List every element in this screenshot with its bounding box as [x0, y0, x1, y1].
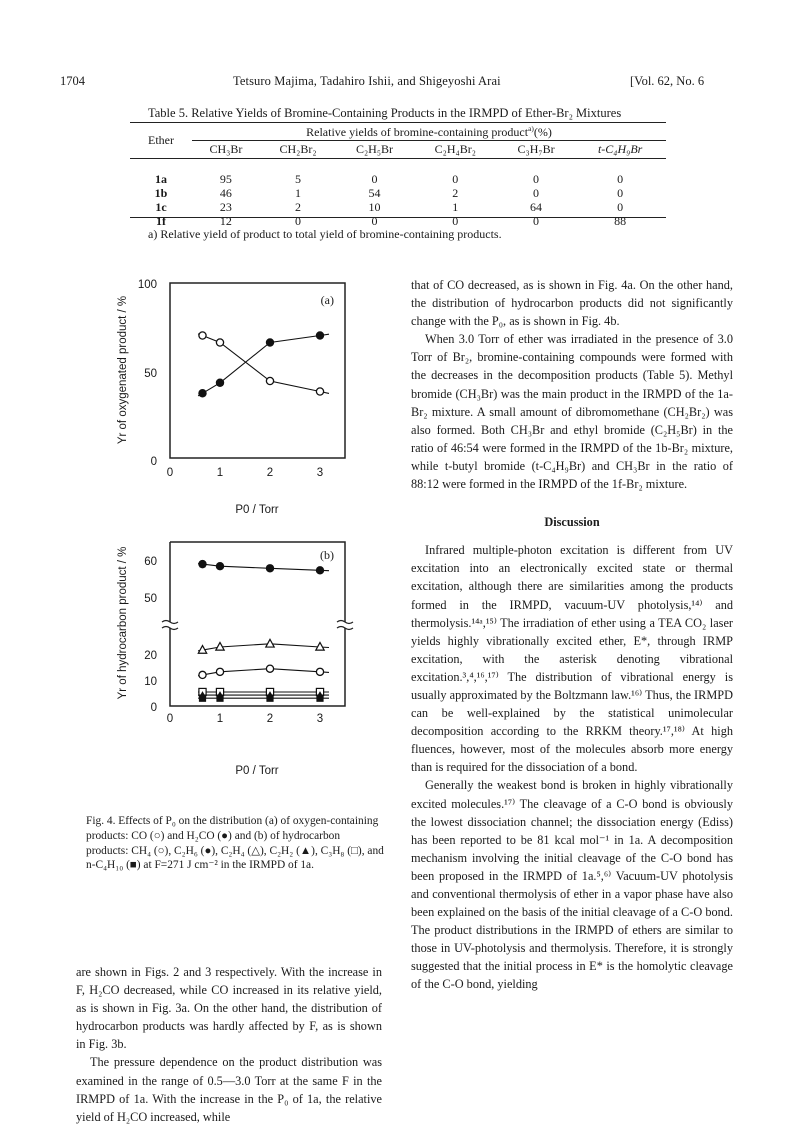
page-number: 1704: [60, 74, 85, 88]
axis-break-right: [337, 621, 353, 630]
row-header: Ether: [148, 133, 174, 147]
x-tick-label: 0: [166, 467, 174, 479]
col-header: C₂H₄Br₂: [434, 142, 476, 156]
data-point: [316, 566, 324, 574]
paragraph: Generally the weakest bond is broken in highly vibrationally excited molecules.¹⁷⁾ The cleavage of a C-O bond is obviously the lowest dissociation channel; the dissociation energy (Ediss) has been reported to be 81 kcal mol⁻¹ in 1a. A decomposition mechanism involving the initial cleavage of the C-O bond has been proposed in the IRMPD of 1a.⁵,⁶⁾ Vacuum-UV photolysis and conventional thermolysis of ether in a vapor phase have also been explained on the basis of the initial cleavage of a C-O bond. The product distributions in the IRMPD of ethers are similar to those in UV-photolysis and thermolysis. Therefore, it is strongly suggested that the initial process in E* is the homolytic cleavage of the C-O bond, yielding: [411, 778, 733, 992]
x-axis-label: P0 / Torr: [235, 765, 279, 777]
y-tick-label: 50: [144, 368, 157, 380]
paragraph: are shown in Figs. 2 and 3 respectively. With the increase in F, H₂CO decreased, while CO increased in its relative yield, as is shown in Fig. 3a. On the other hand, the distribution of hydrocarbon products was hardly affected by F, as is shown in Fig. 3b.: [76, 965, 382, 1052]
plot-a-frame: [170, 283, 345, 458]
running-authors: Tetsuro Majima, Tadahiro Ishii, and Shigeyoshi Arai: [233, 74, 501, 88]
data-point: [266, 639, 274, 647]
y-tick-label: 60: [144, 556, 157, 568]
x-tick-label: 2: [266, 713, 274, 725]
y-axis-label: Yr of oxygenated product / %: [117, 295, 129, 445]
data-point: [316, 388, 323, 395]
table-row: 1c 23 2 10 1 64 0: [155, 200, 624, 214]
data-point: [316, 331, 324, 339]
data-point: [216, 695, 223, 702]
data-point: [198, 389, 206, 397]
data-point: [266, 377, 273, 384]
x-tick-label: 3: [316, 713, 324, 725]
plot-a-marks: [198, 331, 329, 397]
paragraph: The pressure dependence on the product distribution was examined in the range of 0.5—3.0 Torr at the same F in the IRMPD of 1a. With the increase in the P₀ of 1a, the relative yield of H₂CO increased, while: [76, 1055, 382, 1124]
y-tick-label: 0: [150, 456, 157, 468]
data-point: [266, 695, 273, 702]
panel-label: (a): [320, 293, 334, 307]
y-tick-label: 20: [144, 650, 157, 662]
col-header: CH₂Br₂: [279, 142, 317, 156]
table-row: 1f 12 0 0 0 0 88: [156, 214, 627, 228]
data-point: [266, 665, 273, 672]
right-column: [411, 276, 733, 994]
figure-4b: [100, 538, 360, 784]
y-tick-label: 0: [150, 702, 157, 714]
col-header: CH₃Br: [209, 142, 243, 156]
table-row: 1a 95 5 0 0 0 0: [155, 172, 624, 186]
paragraph: When 3.0 Torr of ether was irradiated in the presence of 3.0 Torr of Br₂, bromine-containing compounds were formed with the decreases in the decomposition products (Table 5). Methyl bromide (CH₃Br) was the main product in the IRMPD of the 1a-Br₂ mixture. A small amount of dibromomethane (CH₂Br₂) was also formed. Both CH₃Br and ethyl bromide (C₂H₅Br) in the ratio of 46:54 were formed in the IRMPD of the 1b-Br₂ mixture, while t-butyl bromide (t-C₄H₉Br) and CH₃Br in the ratio of 88:12 were formed in the IRMPD of the 1f-Br₂ mixture.: [411, 332, 733, 492]
data-point: [266, 338, 274, 346]
span-header: Relative yields of bromine-containing product$^{a)}$(%): [306, 124, 552, 139]
data-point: [216, 339, 223, 346]
y-axis-label: Yr of hydrocarbon product / %: [117, 546, 129, 700]
y-tick-label: 50: [144, 593, 157, 605]
table-footnote: a) Relative yield of product to total yield of bromine-containing products.: [148, 227, 502, 241]
data-point: [198, 560, 206, 568]
y-tick-label: 10: [144, 676, 157, 688]
x-axis-label: P0 / Torr: [235, 504, 279, 516]
x-tick-label: 0: [166, 713, 174, 725]
x-tick-label: 2: [266, 467, 274, 479]
data-point: [266, 564, 274, 572]
panel-label: (b): [320, 548, 334, 562]
col-header: t-C₄H₉Br: [597, 142, 643, 156]
section-heading: Discussion: [544, 515, 600, 530]
paragraph: that of CO decreased, as is shown in Fig. 4a. On the other hand, the distribution of hydrocarbon products did not significantly change with the P₀, as is shown in Fig. 4b.: [411, 278, 733, 329]
data-point: [216, 562, 224, 570]
data-point: [216, 668, 223, 675]
paragraph: Infrared multiple-photon excitation is different from UV excitation into an electronically excited state or thermal excitation, although there are similarities among the products formed in the IRMPD, vacuum-UV photolysis,¹⁴⁾ and thermolysis.¹⁴ᵃ,¹⁵⁾ The irradiation of ether using a TEA CO₂ laser yields highly vibrationally excited ether, E*, through IRMP excitation, with the asterisk denoting vibrational excitation.³,⁴,¹⁶,¹⁷⁾ The distribution of vibrational energy is usually approximated by the Boltzmann law.¹⁶⁾ Thus, the IRMPD can be well-explained by the statistical unimolecular decomposition according to the RRKM theory.¹⁷,¹⁸⁾ At high fluences, however, most of the molecules absorb more energy than is required for the dissociation of a bond.: [411, 543, 733, 775]
data-point: [199, 332, 206, 339]
data-point: [199, 671, 206, 678]
plot-b-marks: [198, 560, 329, 702]
x-tick-label: 1: [216, 467, 224, 479]
table-row: 1b 46 1 54 2 0 0: [154, 186, 624, 200]
axis-break-left: [162, 621, 178, 630]
table-5: [130, 122, 666, 228]
table-caption: Table 5. Relative Yields of Bromine-Containing Products in the IRMPD of Ether-Br₂ Mixtures: [148, 106, 622, 120]
col-header: C₃H₇Br: [517, 142, 555, 156]
x-tick-label: 3: [316, 467, 324, 479]
figure-4a: [100, 272, 360, 522]
journal-volume: [Vol. 62, No. 6: [630, 74, 705, 88]
data-point: [316, 668, 323, 675]
figure-caption: Fig. 4. Effects of P₀ on the distribution (a) of oxygen-containing products: CO (○) and H₂CO (●) and (b) of hydrocarbon products: CH₄ (○), C₂H₆ (●), C₂H₄ (△), C₂H₂ (▲), C₃H₈ (□), and n-C₄H₁₀ (■) at F=271 J cm⁻² in the IRMPD of 1a.: [86, 815, 384, 872]
y-tick-label: 100: [137, 279, 157, 291]
left-column: [76, 963, 382, 1126]
x-tick-label: 1: [216, 713, 224, 725]
data-point: [199, 695, 206, 702]
col-header: C₂H₅Br: [355, 142, 394, 156]
data-point: [216, 379, 224, 387]
data-point: [316, 695, 323, 702]
